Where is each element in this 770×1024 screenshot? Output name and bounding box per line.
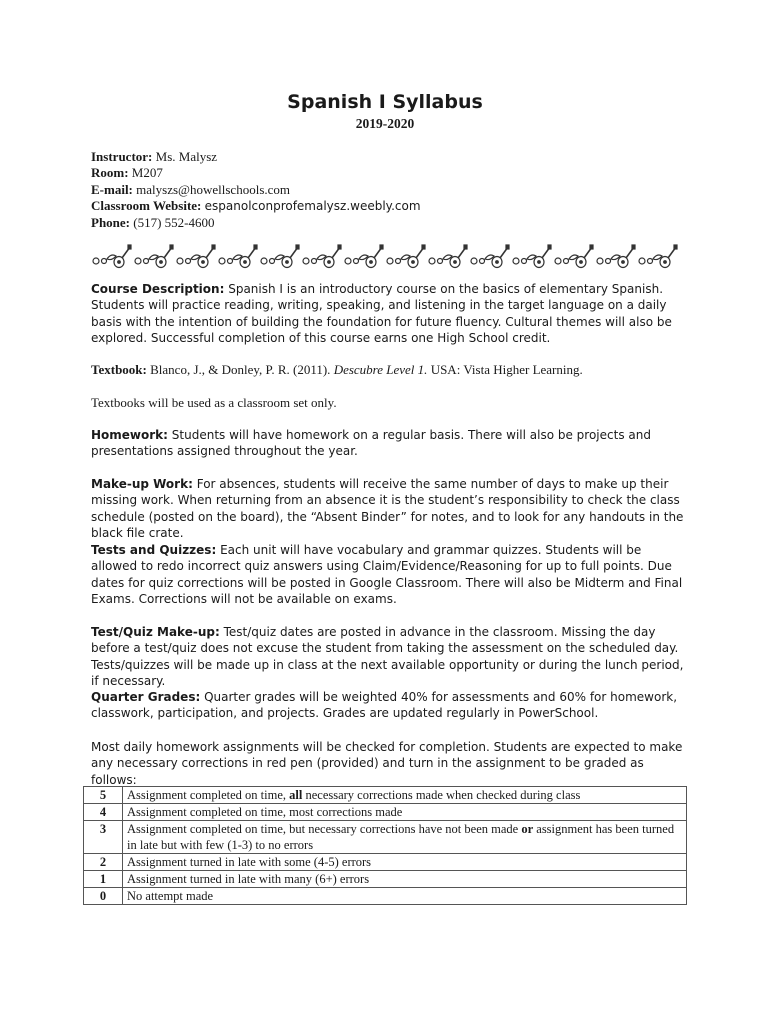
homework-label: Homework: bbox=[91, 428, 168, 442]
phone-value: (517) 552-4600 bbox=[133, 214, 215, 230]
grade-description-text: Assignment turned in late with many (6+) errors bbox=[127, 872, 370, 886]
grade-score: 3 bbox=[84, 821, 123, 854]
grade-description bbox=[123, 821, 687, 854]
tests-quizzes-paragraph bbox=[91, 542, 687, 608]
grade-score: 0 bbox=[84, 888, 123, 905]
grading-table bbox=[83, 786, 687, 905]
website-value: espanolconprofemalysz.weebly.com bbox=[204, 199, 421, 214]
course-description-text: Spanish I is an introductory course on the basics of elementary Spanish. Students will practice reading, writing, speaking, and listening in the target language on a daily basis with the intention of building the foundation for future fluency. Cultural themes will also be explored. Successful completion of this course earns one High School credit. bbox=[91, 282, 672, 346]
phone-label: Phone: bbox=[91, 214, 130, 230]
textbook-title: Descubre Level 1. bbox=[333, 362, 428, 377]
table-row bbox=[84, 888, 687, 905]
room-line bbox=[91, 165, 421, 181]
homework-grading-note: Most daily homework assignments will be checked for completion. Students are expected to make any necessary corrections in red pen (provided) and turn in the assignment to be graded as follows: bbox=[91, 740, 683, 787]
grade-description-emphasis: or bbox=[521, 822, 534, 836]
email-label: E-mail: bbox=[91, 181, 133, 197]
website-line bbox=[91, 198, 421, 214]
makeup-work-paragraph bbox=[91, 476, 687, 542]
table-row bbox=[84, 787, 687, 804]
table-row bbox=[84, 854, 687, 871]
textbook-paragraph bbox=[91, 362, 687, 378]
grade-description bbox=[123, 804, 687, 821]
instructor-label: Instructor: bbox=[91, 149, 153, 164]
homework-text: Students will have homework on a regular basis. There will also be projects and presentations assigned throughout the year. bbox=[91, 428, 651, 459]
tests-quizzes-label: Tests and Quizzes: bbox=[91, 543, 217, 557]
grade-score: 1 bbox=[84, 871, 123, 888]
grade-description-text: Assignment turned in late with some (4-5) errors bbox=[127, 855, 372, 869]
table-row bbox=[84, 821, 687, 854]
quarter-grades-paragraph bbox=[91, 689, 687, 722]
textbooks-note: Textbooks will be used as a classroom set only. bbox=[91, 395, 337, 410]
course-description-label: Course Description: bbox=[91, 282, 225, 296]
contact-block bbox=[91, 149, 421, 231]
grade-description-text: Assignment completed on time, bbox=[127, 788, 287, 802]
email-value: malyszs@howellschools.com bbox=[136, 181, 291, 197]
test-quiz-makeup-text: Test/quiz dates are posted in advance in the classroom. Missing the day before a test/quiz does not excuse the student from taking the assessment on the scheduled day. Tests/quizzes will be made up in class at the next available opportunity or during the lunch period, if necessary. bbox=[91, 625, 684, 689]
grade-description bbox=[123, 871, 687, 888]
grade-description-text: Assignment completed on time, but necessary corrections have not been made bbox=[127, 822, 519, 836]
website-label: Classroom Website: bbox=[91, 198, 202, 214]
grade-description-text: assignment has been turned in late but with few (1-3) to no errors bbox=[127, 822, 675, 852]
room-label: Room: bbox=[91, 165, 129, 181]
guitar-border-icon bbox=[91, 244, 681, 270]
textbook-label: Textbook: bbox=[91, 362, 147, 377]
phone-line bbox=[91, 215, 421, 231]
school-year: 2019-2020 bbox=[355, 116, 415, 131]
email-line bbox=[91, 182, 421, 198]
homework-paragraph bbox=[91, 427, 687, 460]
grade-score: 2 bbox=[84, 854, 123, 871]
document-title: Spanish I Syllabus bbox=[287, 91, 483, 113]
room-value: M207 bbox=[131, 165, 163, 181]
grade-description-emphasis: all bbox=[289, 788, 303, 802]
quarter-grades-label: Quarter Grades: bbox=[91, 690, 201, 704]
course-description-paragraph bbox=[91, 281, 687, 347]
quarter-grades-text: Quarter grades will be weighted 40% for assessments and 60% for homework, classwork, participation, and projects. Grades are updated regularly in PowerSchool. bbox=[91, 690, 678, 721]
grade-score: 5 bbox=[84, 787, 123, 804]
makeup-work-label: Make-up Work: bbox=[91, 477, 193, 491]
test-quiz-makeup-label: Test/Quiz Make-up: bbox=[91, 625, 220, 639]
makeup-work-text: For absences, students will receive the same number of days to make up their missing work. When returning from an absence it is the student’s responsibility to check the class schedule (posted on the board), the “Absent Binder” for notes, and to look for any handouts in the black file crate. bbox=[91, 477, 684, 541]
table-row bbox=[84, 871, 687, 888]
test-quiz-makeup-paragraph bbox=[91, 624, 687, 690]
tests-quizzes-text: Each unit will have vocabulary and grammar quizzes. Students will be allowed to redo incorrect quiz answers using Claim/Evidence/Reasoning for up to full points. Due dates for quiz corrections will be posted in Google Classroom. There will also be Midterm and Final Exams. Corrections will not be available on exams. bbox=[91, 543, 683, 607]
textbook-publisher: USA: Vista Higher Learning. bbox=[430, 362, 583, 377]
table-row bbox=[84, 804, 687, 821]
textbook-citation: Blanco, J., & Donley, P. R. (2011). bbox=[150, 362, 331, 377]
grade-description bbox=[123, 888, 687, 905]
grade-score: 4 bbox=[84, 804, 123, 821]
grade-description bbox=[123, 787, 687, 804]
instructor-value: Ms. Malysz bbox=[155, 149, 218, 164]
grade-description-text: necessary corrections made when checked during class bbox=[305, 788, 581, 802]
grade-description bbox=[123, 854, 687, 871]
grade-description-text: Assignment completed on time, most corrections made bbox=[127, 805, 403, 819]
instructor-line bbox=[91, 149, 421, 165]
grade-description-text: No attempt made bbox=[127, 889, 214, 903]
